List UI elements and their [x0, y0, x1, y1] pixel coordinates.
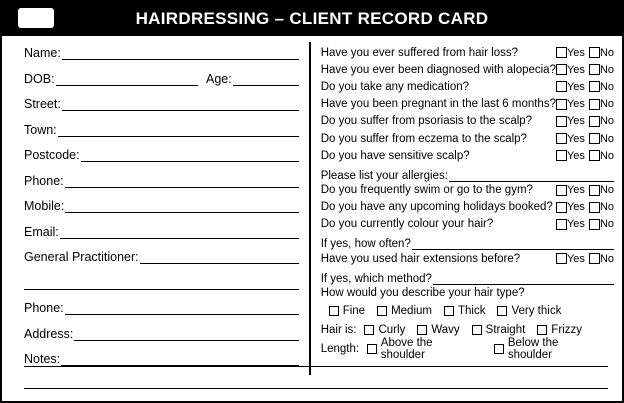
hair-is-option[interactable]	[537, 324, 582, 336]
yes-no-group	[556, 150, 614, 162]
question-row	[321, 61, 614, 78]
notes-line-2[interactable]	[24, 373, 608, 393]
yes-no-group	[556, 218, 614, 230]
no-checkbox[interactable]	[589, 185, 600, 196]
field-postcode-input[interactable]	[81, 148, 299, 162]
hair-type-very-thick-label: Very thick	[511, 305, 562, 318]
field-email-input[interactable]	[60, 225, 299, 239]
hair-type-option[interactable]	[329, 305, 365, 317]
yes-no-group	[556, 64, 614, 76]
hair-type-thick-label: Thick	[457, 305, 486, 318]
field-street-label: Street:	[24, 97, 61, 111]
yes-checkbox[interactable]	[556, 47, 567, 58]
question-row	[321, 130, 614, 147]
hair-type-option[interactable]	[444, 305, 485, 317]
hair-is-frizzy-checkbox[interactable]	[537, 325, 547, 335]
length-below-shoulder-label: Below the shoulder	[507, 337, 559, 362]
yes-checkbox[interactable]	[556, 185, 567, 196]
question-label: Do you have sensitive scalp?	[320, 149, 470, 162]
question-row	[321, 44, 614, 61]
no-label: No	[599, 218, 614, 231]
field-name-label: Name:	[24, 46, 61, 60]
no-checkbox[interactable]	[589, 99, 600, 110]
question-row	[321, 147, 614, 164]
no-label: No	[599, 201, 614, 214]
field-email-label: Email:	[24, 224, 59, 239]
no-label: No	[599, 132, 614, 145]
yes-label: Yes	[566, 218, 585, 231]
allergies-row	[321, 164, 614, 181]
notes-line-1[interactable]	[24, 351, 608, 371]
yes-no-group	[556, 184, 614, 196]
length-above-shoulder-label: Above the shoulder	[380, 337, 433, 362]
yes-label: Yes	[566, 46, 585, 59]
no-label: No	[599, 80, 614, 93]
yes-checkbox[interactable]	[556, 150, 567, 161]
health-questionnaire-section	[311, 36, 622, 403]
hair-is-curly-checkbox[interactable]	[364, 325, 374, 335]
yes-label: Yes	[566, 63, 585, 76]
question-row	[321, 78, 614, 95]
question-label: Do you currently colour your hair?	[320, 218, 494, 231]
field-gp-phone-label: Phone:	[24, 301, 64, 315]
hair-is-option[interactable]	[417, 324, 459, 336]
client-details-section	[2, 36, 309, 403]
field-gp-address-input[interactable]	[74, 327, 298, 341]
field-mobile	[24, 199, 299, 213]
field-name	[24, 46, 299, 60]
question-label: Have you ever suffered from hair loss?	[320, 46, 518, 59]
field-town	[24, 123, 299, 137]
question-label: Do you have any upcoming holidays booked?	[320, 201, 553, 214]
field-phone-label: Phone:	[24, 173, 64, 188]
yes-label: Yes	[566, 184, 585, 197]
hair-type-very-thick-checkbox[interactable]	[497, 306, 507, 316]
no-label: No	[599, 46, 614, 59]
yes-label: Yes	[566, 132, 585, 145]
no-checkbox[interactable]	[589, 202, 600, 213]
yes-checkbox[interactable]	[556, 202, 567, 213]
length-label: Length:	[320, 343, 360, 356]
field-street	[24, 97, 299, 111]
allergies-input[interactable]	[449, 169, 614, 182]
yes-label: Yes	[566, 80, 585, 93]
yes-checkbox[interactable]	[556, 219, 567, 230]
question-row	[321, 182, 614, 199]
question-label: Do you take any medication?	[320, 80, 470, 93]
hair-type-fine-label: Fine	[342, 305, 366, 318]
question-label: Do you frequently swim or go to the gym?	[320, 184, 533, 197]
logo-placeholder-icon	[18, 8, 54, 28]
field-general-practitioner	[24, 250, 299, 264]
field-mobile-input[interactable]	[65, 199, 298, 213]
field-gp-phone-input[interactable]	[65, 301, 299, 315]
page-title: HAIRDRESSING – CLIENT RECORD CARD	[135, 9, 489, 28]
field-dob-input[interactable]	[56, 72, 198, 86]
yes-checkbox[interactable]	[556, 81, 567, 92]
yes-checkbox[interactable]	[556, 253, 567, 264]
hair-type-medium-label: Medium	[391, 305, 432, 318]
allergies-label: Please list your allergies:	[320, 169, 448, 182]
yes-checkbox[interactable]	[556, 99, 567, 110]
yes-checkbox[interactable]	[556, 133, 567, 144]
yes-no-group	[556, 253, 614, 265]
hair-is-label: Hair is:	[320, 324, 357, 337]
field-phone	[24, 174, 299, 188]
field-town-label: Town:	[24, 122, 57, 137]
yes-label: Yes	[566, 115, 585, 128]
no-label: No	[599, 63, 614, 76]
no-label: No	[599, 149, 614, 162]
hair-is-frizzy-label: Frizzy	[551, 324, 582, 337]
field-general-practitioner-input[interactable]	[140, 250, 299, 264]
hair-type-medium-checkbox[interactable]	[377, 306, 387, 316]
question-row	[321, 96, 614, 113]
hair-type-options	[329, 302, 614, 321]
hair-is-option[interactable]	[364, 324, 405, 336]
which-method-label: If yes, which method?	[320, 272, 432, 285]
hair-type-thick-checkbox[interactable]	[444, 306, 454, 316]
yes-label: Yes	[566, 201, 585, 214]
field-email	[24, 225, 299, 239]
card-body	[2, 36, 622, 403]
question-row	[321, 250, 614, 267]
field-dob-label: DOB:	[24, 71, 55, 86]
hair-type-label: How would you describe your hair type?	[320, 287, 525, 300]
yes-no-group	[556, 81, 614, 93]
extensions-question-label: Have you used hair extensions before?	[320, 252, 521, 265]
field-town-input[interactable]	[58, 123, 299, 137]
card-header	[2, 2, 622, 36]
question-label: Have you ever been diagnosed with alopecia?	[320, 63, 556, 76]
hair-type-option[interactable]	[497, 305, 561, 317]
hair-is-option[interactable]	[472, 324, 526, 336]
yes-label: Yes	[566, 98, 585, 111]
field-gp-address	[24, 327, 299, 341]
which-method-input[interactable]	[433, 272, 614, 285]
hair-is-straight-label: Straight	[485, 324, 526, 337]
field-age-input[interactable]	[233, 72, 299, 86]
yes-label: Yes	[566, 149, 585, 162]
yes-label: Yes	[566, 252, 585, 265]
field-name-input[interactable]	[62, 46, 299, 60]
field-notes-label: Notes:	[24, 352, 61, 366]
question-row	[321, 113, 614, 130]
how-often-input[interactable]	[412, 237, 614, 250]
no-checkbox[interactable]	[589, 253, 600, 264]
no-checkbox[interactable]	[589, 81, 600, 92]
field-gp-phone	[24, 301, 299, 315]
field-age-label: Age:	[205, 71, 232, 86]
no-label: No	[599, 98, 614, 111]
hair-is-wavy-label: Wavy	[431, 324, 460, 337]
field-general-practitioner-label: General Practitioner:	[24, 250, 139, 264]
no-label: No	[599, 184, 614, 197]
hair-type-option[interactable]	[377, 305, 432, 317]
no-checkbox[interactable]	[589, 219, 600, 230]
field-gp-address-label: Address:	[24, 326, 74, 341]
hair-is-wavy-checkbox[interactable]	[417, 325, 427, 335]
hair-is-curly-label: Curly	[378, 324, 406, 337]
yes-no-group	[556, 133, 614, 145]
yes-no-group	[556, 201, 614, 213]
hair-type-fine-checkbox[interactable]	[329, 306, 339, 316]
how-often-row	[321, 233, 614, 250]
no-checkbox[interactable]	[589, 47, 600, 58]
yes-checkbox[interactable]	[556, 116, 567, 127]
yes-no-group	[556, 98, 614, 110]
question-row	[321, 216, 614, 233]
field-postcode-label: Postcode:	[24, 148, 80, 162]
field-mobile-label: Mobile:	[24, 199, 65, 213]
field-street-input[interactable]	[62, 97, 299, 111]
no-checkbox[interactable]	[589, 64, 600, 75]
hair-is-straight-checkbox[interactable]	[472, 325, 482, 335]
field-gp-address-continuation-input[interactable]	[24, 276, 299, 290]
question-label: Do you suffer from psoriasis to the scalp?	[320, 115, 533, 128]
no-checkbox[interactable]	[589, 116, 600, 127]
hair-type-question	[321, 285, 614, 302]
how-often-label: If yes, how often?	[320, 238, 411, 251]
yes-no-group	[556, 115, 614, 127]
question-label: Do you suffer from eczema to the scalp?	[320, 132, 527, 145]
no-label: No	[599, 115, 614, 128]
no-label: No	[599, 252, 614, 265]
yes-checkbox[interactable]	[556, 64, 567, 75]
field-postcode	[24, 148, 299, 162]
no-checkbox[interactable]	[589, 133, 600, 144]
which-method-row	[321, 267, 614, 284]
no-checkbox[interactable]	[589, 150, 600, 161]
question-label: Have you been pregnant in the last 6 months?	[320, 98, 556, 111]
yes-no-group	[556, 47, 614, 59]
field-phone-input[interactable]	[65, 174, 299, 188]
question-row	[321, 199, 614, 216]
field-dob-age	[24, 72, 299, 86]
